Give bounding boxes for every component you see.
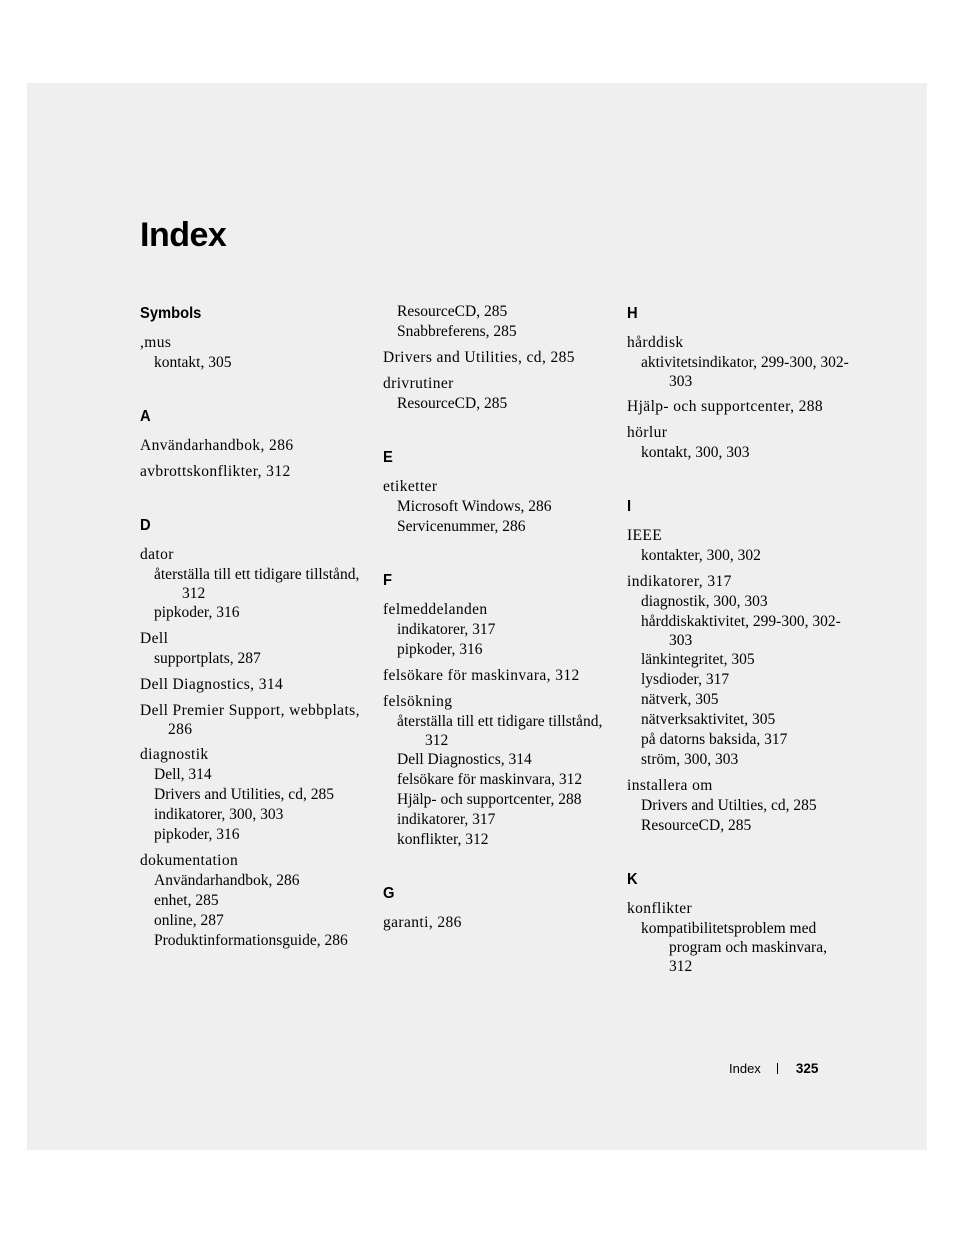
index-column-1 xyxy=(140,304,365,984)
index-column-2 xyxy=(383,304,608,967)
index-entry xyxy=(140,436,365,456)
index-entry xyxy=(383,692,608,850)
index-term: etiketter xyxy=(383,478,438,495)
index-subentry: pipkoder, 316 xyxy=(397,641,483,658)
index-entry xyxy=(140,851,365,950)
index-term: konflikter xyxy=(627,900,693,917)
index-subentry: kompatibilitetsproblem med program och maskinvara, 312 xyxy=(641,920,827,975)
section-letter: D xyxy=(140,517,151,534)
index-term: indikatorer, 317 xyxy=(627,573,732,590)
index-entry xyxy=(627,423,852,463)
section-letter: F xyxy=(383,572,392,589)
index-subentry: aktivitetsindikator, 299-300, 302-303 xyxy=(641,354,849,390)
index-section xyxy=(140,304,365,373)
index-entry xyxy=(383,374,608,414)
section-letter: A xyxy=(140,408,151,425)
index-subentry: återställa till ett tidigare tillstånd, 312 xyxy=(154,566,360,602)
index-entry xyxy=(140,545,365,623)
index-entry xyxy=(140,745,365,845)
index-subentry: hårddiskaktivitet, 299-300, 302-303 xyxy=(641,613,841,649)
index-subentry: länkintegritet, 305 xyxy=(641,651,755,668)
index-term: installera om xyxy=(627,777,713,794)
index-entry xyxy=(627,572,852,770)
index-subentry: kontakt, 300, 303 xyxy=(641,444,750,461)
index-subentry: Snabbreferens, 285 xyxy=(397,323,517,340)
index-term: felsökning xyxy=(383,693,453,710)
index-subentry: ström, 300, 303 xyxy=(641,751,739,768)
section-letter: K xyxy=(627,871,638,888)
index-section xyxy=(383,571,608,850)
index-entry xyxy=(140,675,365,695)
index-subentry: lysdioder, 317 xyxy=(641,671,730,688)
index-subentry: supportplats, 287 xyxy=(154,650,261,667)
index-subentry: indikatorer, 317 xyxy=(397,621,496,638)
index-subentry: Servicenummer, 286 xyxy=(397,518,526,535)
index-subentry: konflikter, 312 xyxy=(397,831,489,848)
index-entry xyxy=(627,776,852,836)
footer-separator xyxy=(777,1063,778,1074)
index-subentry: Användarhandbok, 286 xyxy=(154,872,300,889)
index-term: Hjälp- och supportcenter, 288 xyxy=(627,398,824,415)
index-subentry: Microsoft Windows, 286 xyxy=(397,498,552,515)
index-subentry: kontakter, 300, 302 xyxy=(641,547,761,564)
index-term: ,mus xyxy=(140,334,172,351)
index-term: Dell Premier Support, webbplats, 286 xyxy=(140,702,360,738)
index-subentry: online, 287 xyxy=(154,912,224,929)
index-entry xyxy=(383,477,608,537)
section-letter: E xyxy=(383,449,393,466)
index-section xyxy=(627,497,852,836)
page-title: Index xyxy=(140,216,227,254)
index-subentry: diagnostik, 300, 303 xyxy=(641,593,768,610)
index-term: garanti, 286 xyxy=(383,914,462,931)
index-subentry: Produktinformationsguide, 286 xyxy=(154,932,348,949)
index-subentry: nätverk, 305 xyxy=(641,691,719,708)
index-section xyxy=(140,407,365,482)
index-entry xyxy=(140,333,365,373)
index-subentry: Dell, 314 xyxy=(154,766,212,783)
index-term: Drivers and Utilities, cd, 285 xyxy=(383,349,575,366)
index-term: Dell Diagnostics, 314 xyxy=(140,676,284,693)
index-entry xyxy=(383,913,608,933)
index-section xyxy=(140,516,365,950)
index-entry xyxy=(140,701,365,739)
index-entry xyxy=(627,333,852,391)
index-term: felmeddelanden xyxy=(383,601,488,618)
index-subentry: återställa till ett tidigare tillstånd, 312 xyxy=(397,713,603,749)
index-subentry: på datorns baksida, 317 xyxy=(641,731,788,748)
index-section xyxy=(627,870,852,976)
page-number: 325 xyxy=(795,1061,819,1076)
index-term: diagnostik xyxy=(140,746,209,763)
index-entry xyxy=(627,526,852,566)
index-term: dator xyxy=(140,546,174,563)
index-entry xyxy=(627,899,852,976)
index-subentry: ResourceCD, 285 xyxy=(641,817,752,834)
index-entry xyxy=(383,666,608,686)
index-subentry: Drivers and Utilities, cd, 285 xyxy=(154,786,334,803)
index-term: Dell xyxy=(140,630,169,647)
index-section xyxy=(627,304,852,463)
index-subentry: Drivers and Utilties, cd, 285 xyxy=(641,797,817,814)
index-entry xyxy=(383,600,608,660)
index-subentry: nätverksaktivitet, 305 xyxy=(641,711,776,728)
index-term: dokumentation xyxy=(140,852,239,869)
index-term: hörlur xyxy=(627,424,668,441)
index-subentry: felsökare för maskinvara, 312 xyxy=(397,771,583,788)
index-entry xyxy=(383,302,608,342)
index-entry xyxy=(627,397,852,417)
index-subentry: Hjälp- och supportcenter, 288 xyxy=(397,791,582,808)
index-subentry: Dell Diagnostics, 314 xyxy=(397,751,532,768)
index-entry xyxy=(383,348,608,368)
page-footer xyxy=(729,1061,818,1076)
index-entry xyxy=(140,462,365,482)
index-term: felsökare för maskinvara, 312 xyxy=(383,667,580,684)
index-column-3 xyxy=(627,304,852,1010)
index-subentry: ResourceCD, 285 xyxy=(397,303,508,320)
index-subentry: enhet, 285 xyxy=(154,892,219,909)
section-letter: H xyxy=(627,305,638,322)
index-subentry: indikatorer, 317 xyxy=(397,811,496,828)
section-letter: G xyxy=(383,885,395,902)
index-term: avbrottskonflikter, 312 xyxy=(140,463,291,480)
index-section xyxy=(383,448,608,537)
index-term: hårddisk xyxy=(627,334,684,351)
section-letter: I xyxy=(627,498,632,515)
index-term: IEEE xyxy=(627,527,663,544)
index-subentry: pipkoder, 316 xyxy=(154,604,240,621)
index-subentry: indikatorer, 300, 303 xyxy=(154,806,284,823)
footer-label: Index xyxy=(729,1061,761,1076)
index-section xyxy=(383,302,608,414)
section-letter: Symbols xyxy=(140,305,202,322)
index-subentry: pipkoder, 316 xyxy=(154,826,240,843)
index-term: Användarhandbok, 286 xyxy=(140,437,294,454)
index-section xyxy=(383,884,608,933)
index-term: drivrutiner xyxy=(383,375,454,392)
index-subentry: ResourceCD, 285 xyxy=(397,395,508,412)
index-subentry: kontakt, 305 xyxy=(154,354,232,371)
index-entry xyxy=(140,629,365,669)
